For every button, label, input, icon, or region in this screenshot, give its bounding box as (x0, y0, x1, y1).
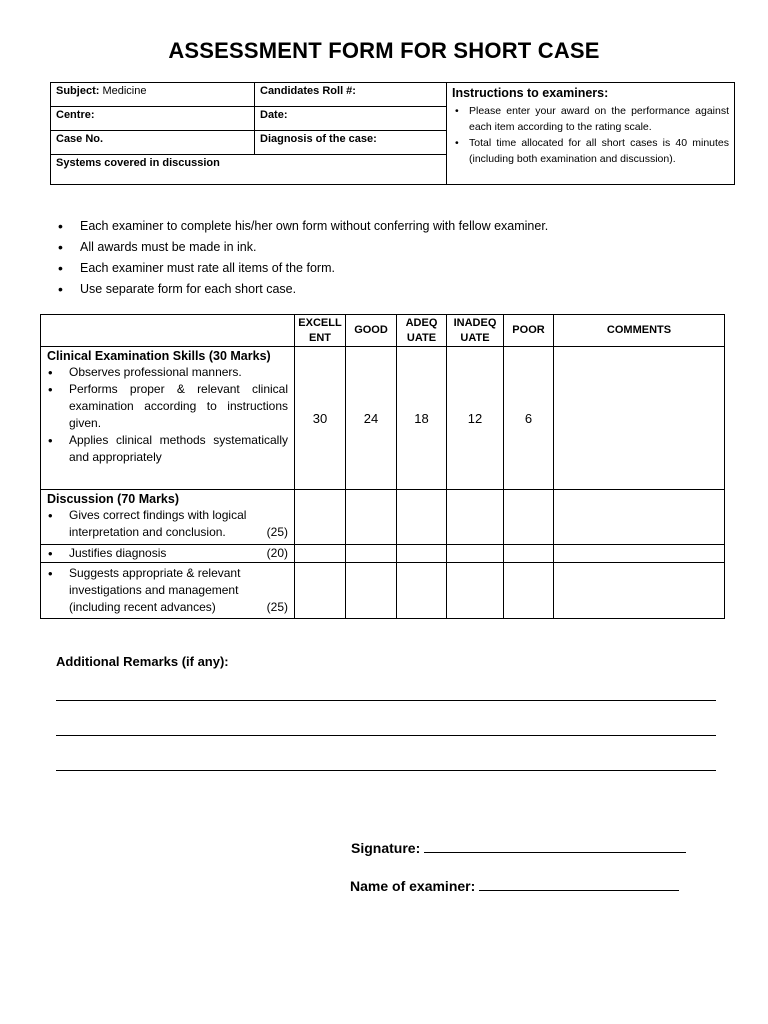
rating-cell[interactable] (504, 490, 554, 545)
weight-label: (20) (266, 546, 288, 560)
header-adequate: ADEQ UATE (397, 315, 447, 347)
discussion-criteria-1 (41, 490, 295, 545)
header-poor: POOR (504, 315, 554, 347)
header-inadequate: INADEQ UATE (447, 315, 504, 347)
rating-cell[interactable] (397, 545, 447, 563)
remarks-line[interactable] (56, 700, 716, 701)
signature-label: Signature: (351, 840, 421, 856)
discussion-criteria-3 (41, 563, 295, 619)
list-item: • Each examiner to complete his/her own form without conferring with fellow examiner. (56, 216, 716, 237)
signature-row (351, 840, 686, 856)
remarks-line[interactable] (56, 770, 716, 771)
criteria-item: • Justifies diagnosis (20) (47, 545, 288, 562)
header-excellent: EXCELL ENT (295, 315, 346, 347)
comments-cell[interactable] (554, 545, 725, 563)
date-field[interactable]: Date: (255, 107, 447, 131)
rating-cell[interactable] (295, 490, 346, 545)
centre-field[interactable]: Centre: (51, 107, 255, 131)
rating-cell[interactable] (504, 545, 554, 563)
rating-cell[interactable] (504, 563, 554, 619)
examiner-name-label: Name of examiner: (350, 878, 476, 894)
header-info-table (50, 82, 735, 185)
weight-label: (25) (266, 525, 288, 539)
score-good[interactable]: 24 (346, 347, 397, 490)
header-good: GOOD (346, 315, 397, 347)
instruction-item: • Please enter your award on the performance against each item according to the rating scale. (463, 103, 729, 135)
instructions-box (447, 83, 735, 185)
score-adequate[interactable]: 18 (397, 347, 447, 490)
page-title: ASSESSMENT FORM FOR SHORT CASE (168, 38, 600, 63)
comments-cell[interactable] (554, 563, 725, 619)
comments-cell[interactable] (554, 347, 725, 490)
rating-cell[interactable] (295, 563, 346, 619)
score-poor[interactable]: 6 (504, 347, 554, 490)
criteria-item: • Performs proper & relevant clinical examination according to instructions given. (47, 381, 288, 432)
remarks-line[interactable] (56, 735, 716, 736)
criteria-item: • Gives correct findings with logical interpretation and conclusion. (25) (47, 507, 288, 541)
discussion-criteria-2 (41, 545, 295, 563)
rating-table (40, 314, 725, 619)
subject-value: Medicine (102, 85, 147, 97)
examiner-name-row (350, 878, 679, 894)
list-item: • All awards must be made in ink. (56, 237, 716, 258)
discussion-title: Discussion (70 Marks) (47, 492, 179, 506)
rating-cell[interactable] (397, 563, 447, 619)
rating-cell[interactable] (346, 545, 397, 563)
general-instructions-list (56, 216, 716, 300)
score-inadequate[interactable]: 12 (447, 347, 504, 490)
clinical-skills-criteria (41, 347, 295, 490)
subject-cell[interactable] (51, 83, 255, 107)
rating-cell[interactable] (447, 490, 504, 545)
instructions-title: Instructions to examiners: (452, 86, 609, 100)
rating-cell[interactable] (397, 490, 447, 545)
criteria-item: • Observes professional manners. (47, 364, 288, 381)
weight-label: (25) (266, 600, 288, 614)
criteria-header (41, 315, 295, 347)
score-excellent[interactable]: 30 (295, 347, 346, 490)
list-item: • Each examiner must rate all items of the form. (56, 258, 716, 279)
roll-number-field[interactable]: Candidates Roll #: (255, 83, 447, 107)
rating-cell[interactable] (346, 563, 397, 619)
rating-cell[interactable] (295, 545, 346, 563)
rating-cell[interactable] (447, 563, 504, 619)
instruction-item: • Total time allocated for all short cases is 40 minutes (including both examination and discussion). (463, 135, 729, 167)
clinical-skills-title: Clinical Examination Skills (30 Marks) (47, 349, 271, 363)
systems-covered-field[interactable]: Systems covered in discussion (51, 155, 447, 185)
examiner-name-line[interactable] (479, 878, 679, 891)
comments-cell[interactable] (554, 490, 725, 545)
criteria-item: • Suggests appropriate & relevant investigations and management (including recent advances) (25) (47, 565, 288, 616)
additional-remarks-label: Additional Remarks (if any): (56, 654, 229, 669)
header-comments: COMMENTS (554, 315, 725, 347)
rating-cell[interactable] (447, 545, 504, 563)
subject-label: Subject: (56, 85, 100, 97)
diagnosis-field[interactable]: Diagnosis of the case: (255, 131, 447, 155)
case-number-field[interactable]: Case No. (51, 131, 255, 155)
criteria-item: • Applies clinical methods systematically and appropriately (47, 432, 288, 466)
list-item: • Use separate form for each short case. (56, 279, 716, 300)
signature-line[interactable] (424, 840, 686, 853)
rating-cell[interactable] (346, 490, 397, 545)
